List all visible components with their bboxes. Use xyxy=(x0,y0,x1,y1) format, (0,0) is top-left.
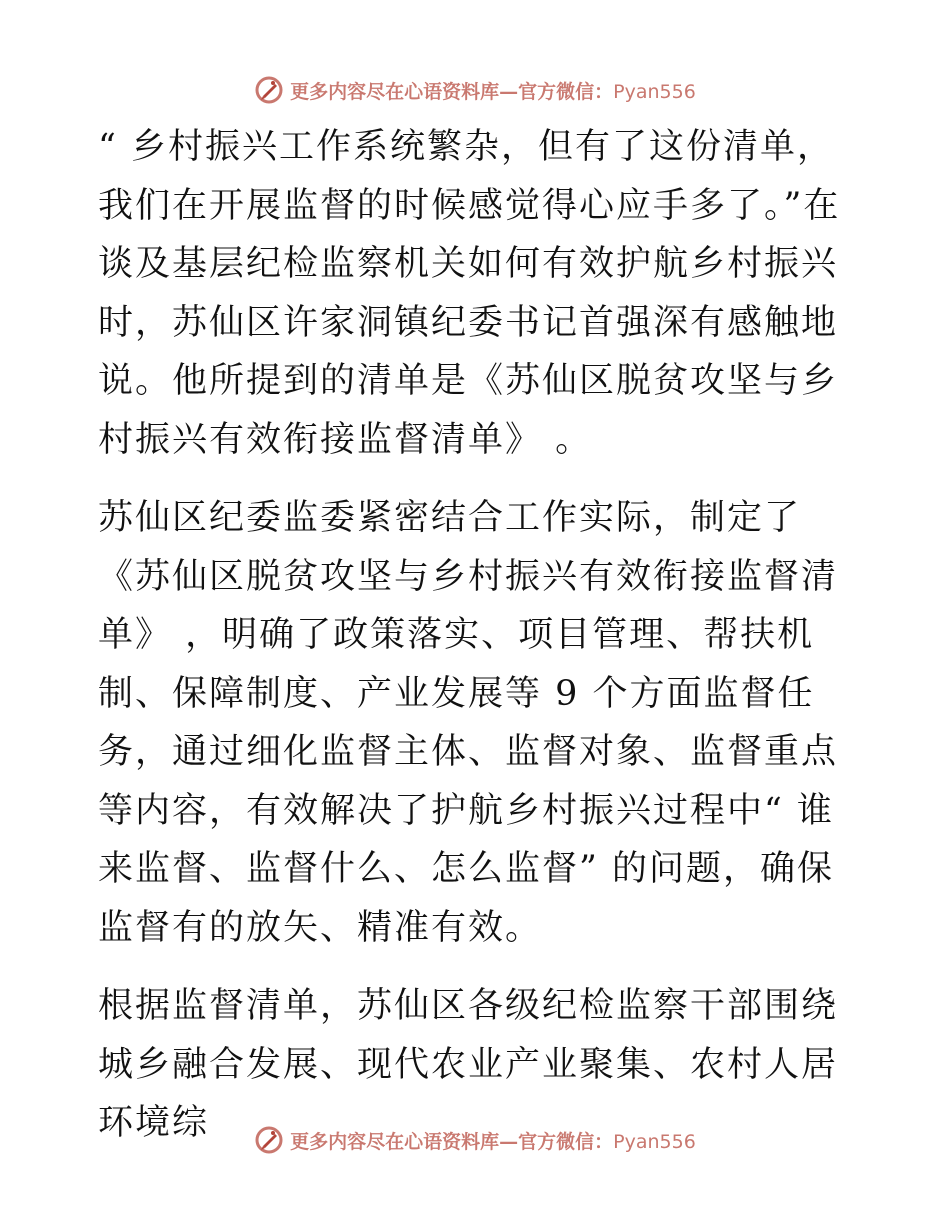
footer-watermark-banner xyxy=(0,1120,950,1160)
paragraph-3: 根据监督清单，苏仙区各级纪检监察干部围绕城乡融合发展、现代农业产业聚集、农村人居环境综 xyxy=(98,986,839,1143)
header-banner-label: 更多内容尽在心语资料库—官方微信： xyxy=(290,80,614,103)
header-wechat-id: Pyan556 xyxy=(613,80,696,103)
footer-banner-inner xyxy=(254,1125,696,1155)
paragraph-1: “ 乡村振兴工作系统繁杂，但有了这份清单，我们在开展监督的时候感觉得心应手多了。”在谈及基层纪检监察机关如何有效护航乡村振兴时，苏仙区许家洞镇纪委书记首强深有感触地说。他所提到的清单是《苏仙区脱贫攻坚与乡村振兴有效衔接监督清单》 。 xyxy=(98,127,841,460)
header-watermark-banner xyxy=(0,70,950,110)
document-body xyxy=(98,118,858,1173)
header-banner-inner xyxy=(254,75,696,105)
footer-wechat-id: Pyan556 xyxy=(613,1130,696,1153)
footer-banner-text xyxy=(290,1127,696,1154)
footer-banner-label: 更多内容尽在心语资料库—官方微信： xyxy=(290,1130,614,1153)
pen-circle-icon xyxy=(254,1125,284,1155)
paragraph-2: 苏仙区纪委监委紧密结合工作实际，制定了《苏仙区脱贫攻坚与乡村振兴有效衔接监督清单》 ，明确了政策落实、项目管理、帮扶机制、保障制度、产业发展等 9 个方面监督任务，通过细化监督主体、监督对象、监督重点等内容，有效解决了护航乡村振兴过程中“ 谁来监督、监督什么、怎么监督” 的问题，确保监督有的放矢、精准有效。 xyxy=(98,498,839,948)
header-banner-text xyxy=(290,77,696,104)
pen-circle-icon xyxy=(254,75,284,105)
